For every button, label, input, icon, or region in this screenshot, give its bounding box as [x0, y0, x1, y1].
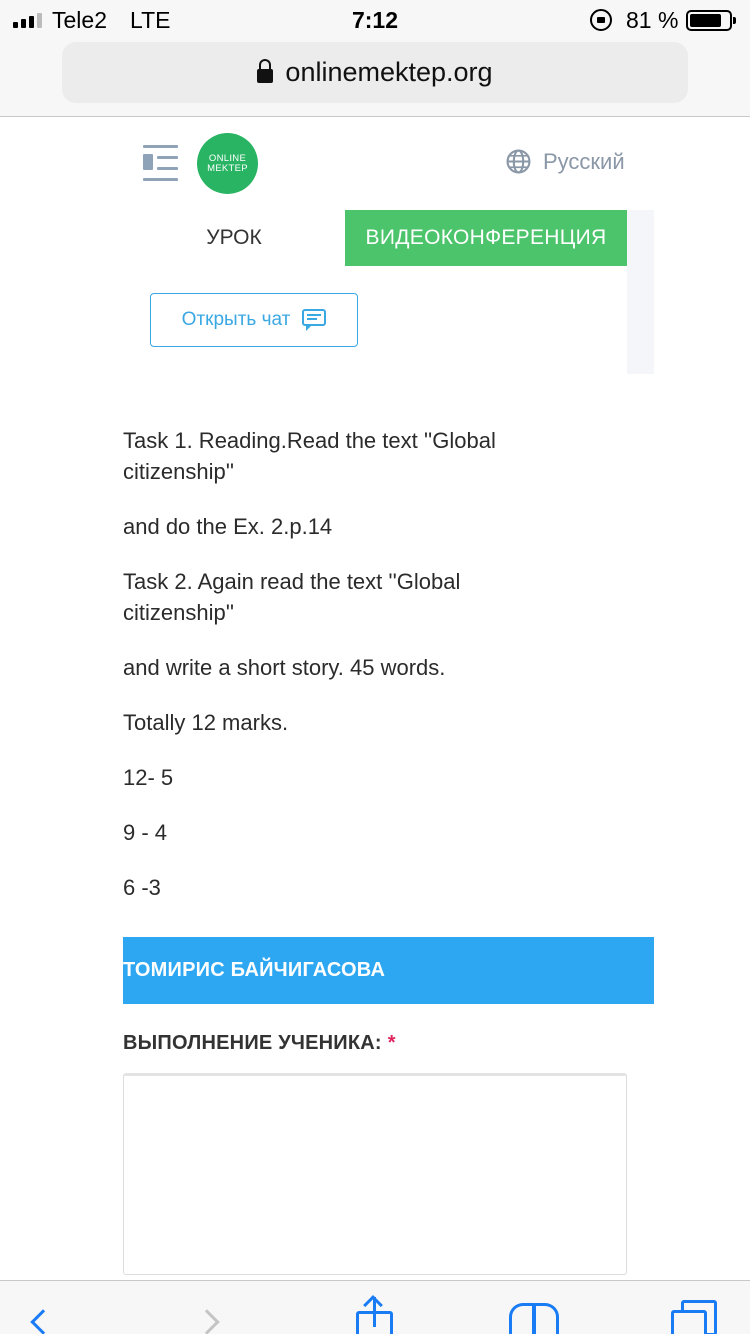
task-description	[123, 425, 563, 927]
lock-icon	[257, 65, 273, 85]
tab-videoconference[interactable]: ВИДЕОКОНФЕРЕНЦИЯ	[345, 210, 627, 266]
carrier-name: Tele2	[52, 7, 107, 33]
student-name-bar	[123, 937, 654, 1004]
logo-line-1: ONLINE	[208, 152, 247, 164]
language-selector[interactable]: Русский	[543, 149, 625, 174]
menu-toggle-icon[interactable]	[143, 145, 178, 181]
task-paragraph: 9 - 4	[123, 820, 168, 845]
back-arrow-icon[interactable]	[30, 1309, 55, 1334]
logo-line-2: MEKTEP	[207, 162, 248, 174]
task-paragraph: 12- 5	[123, 765, 174, 790]
status-bar	[0, 0, 750, 40]
tab-lesson[interactable]: УРОК	[206, 226, 262, 249]
forward-arrow-icon[interactable]	[194, 1309, 219, 1334]
network-type: LTE	[130, 7, 171, 33]
student-name: ТОМИРИС БАЙЧИГАСОВА	[123, 959, 386, 981]
tabs-overview-icon[interactable]	[667, 1300, 719, 1334]
battery-icon	[686, 10, 732, 31]
url-text: onlinemektep.org	[285, 57, 493, 87]
required-asterisk: *	[387, 1032, 396, 1054]
battery-percentage: 81 %	[626, 7, 679, 33]
rotation-lock-icon	[590, 9, 612, 31]
student-answer-textarea[interactable]	[123, 1073, 627, 1275]
task-paragraph: Task 1. Reading.Read the text ''Global citizenship''	[123, 428, 496, 484]
browser-toolbar	[0, 1280, 750, 1334]
task-paragraph: and write a short story. 45 words.	[123, 655, 446, 680]
site-logo[interactable]	[197, 133, 258, 194]
battery-tip	[733, 17, 736, 24]
task-paragraph: 6 -3	[123, 875, 161, 900]
answer-label-text: ВЫПОЛНЕНИЕ УЧЕНИКА:	[123, 1032, 382, 1054]
globe-icon[interactable]	[506, 149, 531, 174]
chat-icon	[302, 309, 326, 331]
status-time: 7:12	[351, 7, 399, 33]
open-chat-label: Открыть чат	[181, 309, 291, 330]
answer-field-label	[123, 1032, 396, 1055]
open-chat-button[interactable]	[150, 293, 358, 347]
task-paragraph: Totally 12 marks.	[123, 710, 289, 735]
bookmarks-icon[interactable]	[509, 1303, 559, 1334]
browser-address-area	[0, 40, 750, 117]
address-bar[interactable]	[62, 42, 688, 103]
task-paragraph: and do the Ex. 2.p.14	[123, 514, 333, 539]
task-paragraph: Task 2. Again read the text ''Global citizenship''	[123, 569, 461, 625]
